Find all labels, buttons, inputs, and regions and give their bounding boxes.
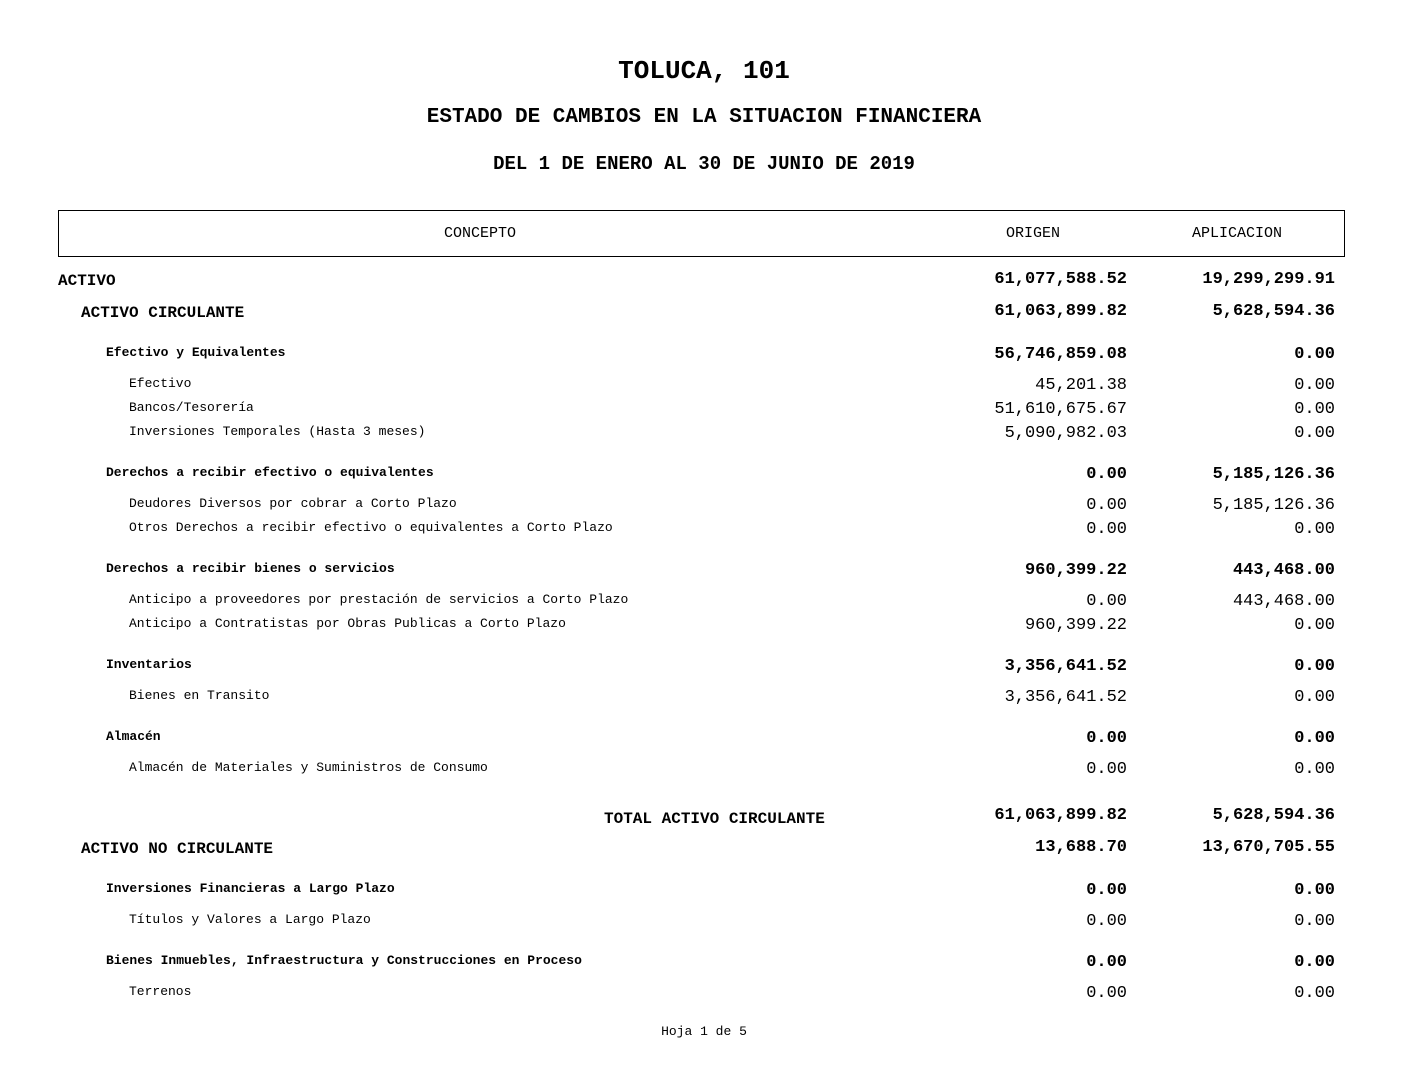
- table-header: [58, 210, 1345, 257]
- row-concepto: Almacén: [106, 729, 161, 744]
- row-origen: 56,746,859.08: [994, 345, 1127, 364]
- table-row: [0, 376, 1408, 402]
- row-aplicacion: 0.00: [1294, 345, 1335, 364]
- row-concepto: Inversiones Temporales (Hasta 3 meses): [129, 424, 426, 439]
- row-origen: 0.00: [1086, 520, 1127, 539]
- row-concepto: ACTIVO: [58, 272, 116, 290]
- row-origen: 0.00: [1086, 912, 1127, 931]
- total-row: [0, 806, 1408, 832]
- row-origen: 61,077,588.52: [994, 270, 1127, 289]
- table-row: [0, 496, 1408, 522]
- table-row: [0, 561, 1408, 587]
- row-origen: 960,399.22: [1024, 616, 1127, 635]
- row-concepto: Terrenos: [129, 984, 192, 999]
- row-origen: 0.00: [1086, 592, 1127, 611]
- row-origen: 61,063,899.82: [994, 302, 1127, 321]
- row-concepto: Otros Derechos a recibir efectivo o equivalentes a Corto Plazo: [129, 520, 613, 535]
- table-row: [0, 838, 1408, 864]
- row-origen: 0.00: [1086, 729, 1127, 748]
- table-row: [0, 270, 1408, 296]
- table-row: [0, 520, 1408, 546]
- row-concepto: Inventarios: [106, 657, 192, 672]
- row-concepto: Efectivo y Equivalentes: [106, 345, 286, 360]
- row-aplicacion: 19,299,299.91: [1202, 270, 1335, 289]
- row-aplicacion: 0.00: [1294, 400, 1335, 419]
- row-concepto: Derechos a recibir bienes o servicios: [106, 561, 395, 576]
- row-aplicacion: 0.00: [1294, 424, 1335, 443]
- row-aplicacion: 0.00: [1294, 881, 1335, 900]
- column-header-concepto: CONCEPTO: [444, 225, 517, 242]
- row-aplicacion: 0.00: [1294, 953, 1335, 972]
- row-concepto: TOTAL ACTIVO CIRCULANTE: [604, 810, 825, 828]
- row-concepto: Bancos/Tesorería: [129, 400, 254, 415]
- row-origen: 51,610,675.67: [994, 400, 1127, 419]
- row-aplicacion: 0.00: [1294, 984, 1335, 1003]
- table-row: [0, 953, 1408, 979]
- row-aplicacion: 443,468.00: [1232, 561, 1335, 580]
- table-row: [0, 302, 1408, 328]
- table-row: [0, 912, 1408, 938]
- table-row: [0, 400, 1408, 426]
- row-concepto: Deudores Diversos por cobrar a Corto Plazo: [129, 496, 457, 511]
- row-concepto: Anticipo a Contratistas por Obras Publicas a Corto Plazo: [129, 616, 566, 631]
- row-aplicacion: 0.00: [1294, 688, 1335, 707]
- row-aplicacion: 0.00: [1294, 657, 1335, 676]
- row-aplicacion: 5,185,126.36: [1212, 465, 1335, 484]
- row-origen: 45,201.38: [1035, 376, 1127, 395]
- row-concepto: Títulos y Valores a Largo Plazo: [129, 912, 371, 927]
- row-concepto: ACTIVO CIRCULANTE: [81, 304, 245, 322]
- row-origen: 0.00: [1086, 760, 1127, 779]
- row-aplicacion: 0.00: [1294, 520, 1335, 539]
- row-origen: 0.00: [1086, 881, 1127, 900]
- row-aplicacion: 5,628,594.36: [1212, 806, 1335, 825]
- row-aplicacion: 0.00: [1294, 616, 1335, 635]
- row-origen: 3,356,641.52: [1004, 657, 1127, 676]
- table-row: [0, 881, 1408, 907]
- row-concepto: Anticipo a proveedores por prestación de servicios a Corto Plazo: [129, 592, 629, 607]
- table-row: [0, 657, 1408, 683]
- row-aplicacion: 443,468.00: [1232, 592, 1335, 611]
- row-aplicacion: 0.00: [1294, 912, 1335, 931]
- row-origen: 13,688.70: [1035, 838, 1127, 857]
- report-entity-title: TOLUCA, 101: [618, 56, 790, 86]
- report-title: ESTADO DE CAMBIOS EN LA SITUACION FINANCIERA: [426, 106, 982, 129]
- table-row: [0, 616, 1408, 642]
- row-origen: 0.00: [1086, 953, 1127, 972]
- row-concepto: Derechos a recibir efectivo o equivalentes: [106, 465, 434, 480]
- table-row: [0, 424, 1408, 450]
- row-origen: 5,090,982.03: [1004, 424, 1127, 443]
- report-period: DEL 1 DE ENERO AL 30 DE JUNIO DE 2019: [493, 153, 915, 175]
- table-row: [0, 465, 1408, 491]
- row-origen: 960,399.22: [1024, 561, 1127, 580]
- row-aplicacion: 0.00: [1294, 376, 1335, 395]
- row-aplicacion: 5,185,126.36: [1212, 496, 1335, 515]
- row-concepto: Bienes Inmuebles, Infraestructura y Construcciones en Proceso: [106, 953, 582, 968]
- row-concepto: ACTIVO NO CIRCULANTE: [81, 840, 274, 858]
- row-aplicacion: 0.00: [1294, 760, 1335, 779]
- row-aplicacion: 0.00: [1294, 729, 1335, 748]
- column-header-origen: ORIGEN: [1006, 225, 1061, 242]
- table-row: [0, 760, 1408, 786]
- row-origen: 61,063,899.82: [994, 806, 1127, 825]
- row-aplicacion: 13,670,705.55: [1202, 838, 1335, 857]
- row-concepto: Efectivo: [129, 376, 192, 391]
- table-row: [0, 345, 1408, 371]
- row-origen: 3,356,641.52: [1004, 688, 1127, 707]
- row-concepto: Inversiones Financieras a Largo Plazo: [106, 881, 395, 896]
- row-origen: 0.00: [1086, 465, 1127, 484]
- table-row: [0, 688, 1408, 714]
- page-number: Hoja 1 de 5: [661, 1024, 747, 1039]
- row-concepto: Bienes en Transito: [129, 688, 270, 703]
- table-row: [0, 729, 1408, 755]
- row-concepto: Almacén de Materiales y Suministros de Consumo: [129, 760, 488, 775]
- row-origen: 0.00: [1086, 496, 1127, 515]
- column-header-aplicacion: APLICACION: [1192, 225, 1283, 242]
- row-origen: 0.00: [1086, 984, 1127, 1003]
- row-aplicacion: 5,628,594.36: [1212, 302, 1335, 321]
- table-row: [0, 984, 1408, 1010]
- table-row: [0, 592, 1408, 618]
